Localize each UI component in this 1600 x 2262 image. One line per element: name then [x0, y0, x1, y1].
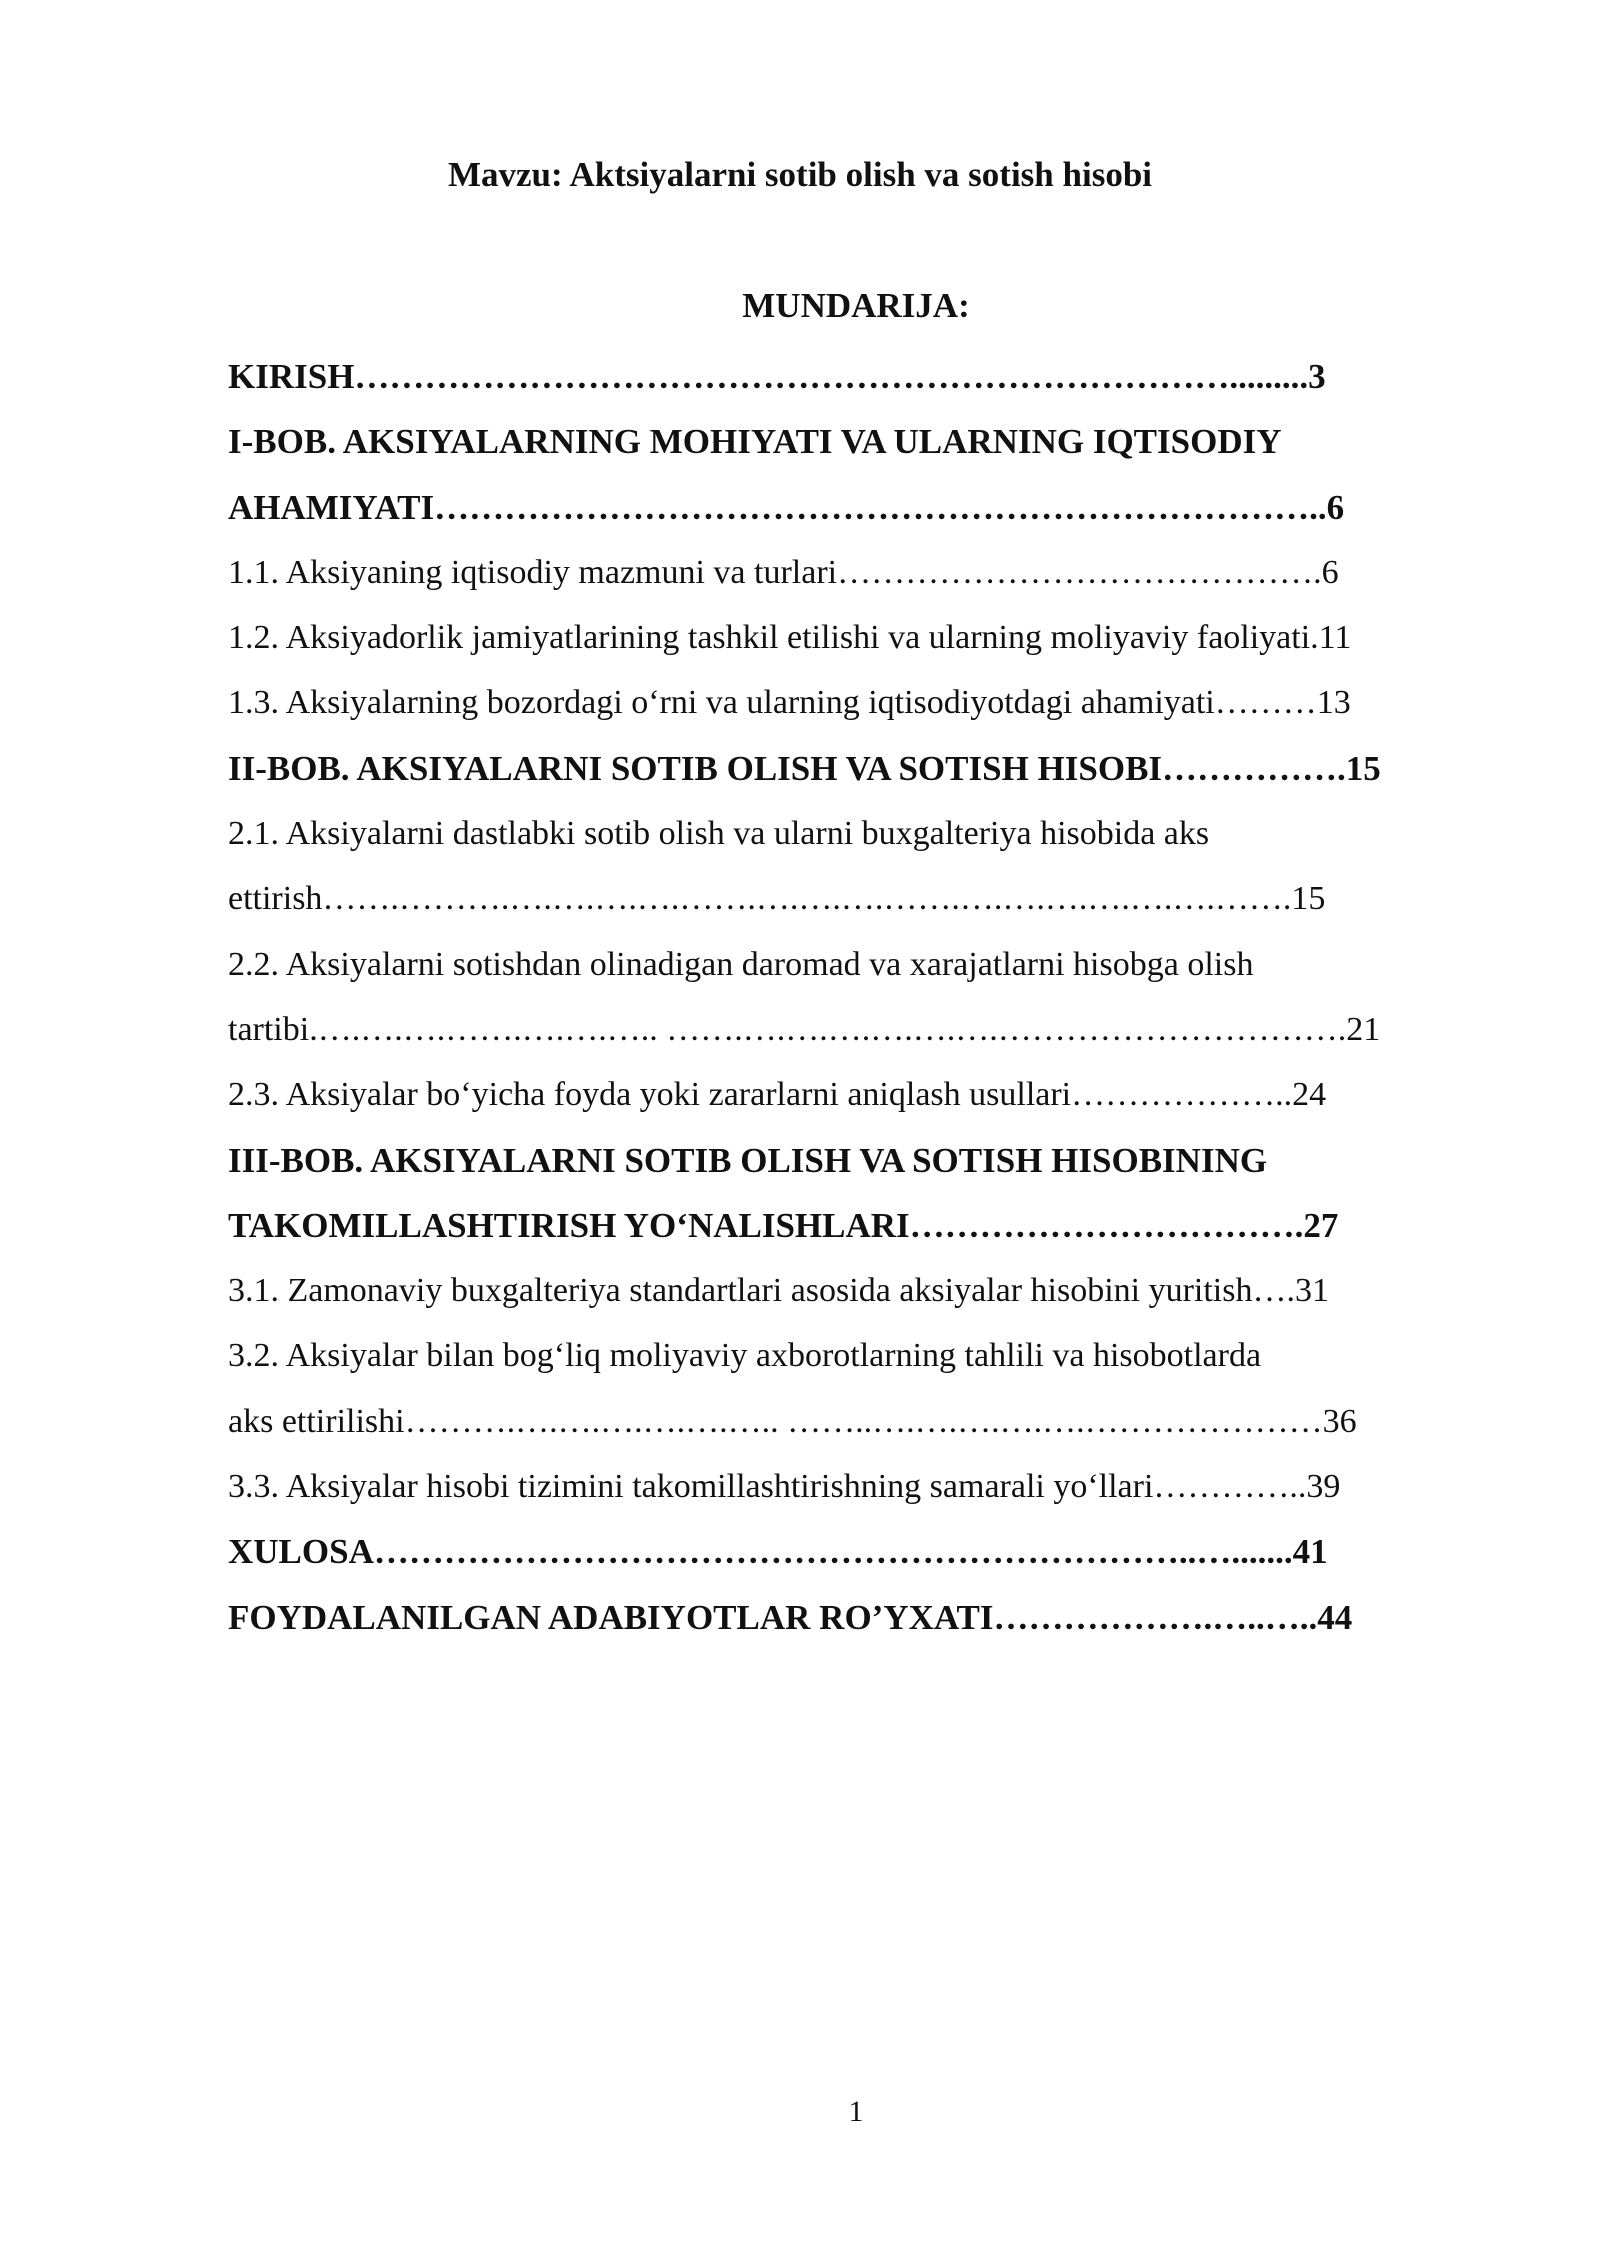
toc-entry-section-2-2-cont: tartibi.….….….…….….….….. …….….….….….….….………………………….21 — [228, 1010, 1381, 1048]
toc-entry-chapter-3-title-cont: TAKOMILLASHTIRISH YO‘NALISHLARI…………………………….27 — [228, 1205, 1339, 1245]
toc-heading: MUNDARIJA: — [742, 286, 970, 325]
toc-entry-conclusion: XULOSA……………………………………………………………..….......41 — [228, 1532, 1328, 1572]
toc-entry-section-2-2: 2.2. Aksiyalarni sotishdan olinadigan daromad va xarajatlarni hisobga olish — [228, 945, 1254, 983]
toc-entry-section-2-1: 2.1. Aksiyalarni dastlabki sotib olish va ularni buxgalteriya hisobida aks — [228, 815, 1210, 853]
toc-entry-chapter-3-title: III-BOB. AKSIYALARNI SOTIB OLISH VA SOTISH HISOBINING — [228, 1140, 1268, 1180]
toc-entry-chapter-1-title-cont: AHAMIYATI…………………………………………………………………..6 — [228, 487, 1345, 527]
toc-entry-chapter-2-title: II-BOB. AKSIYALARNI SOTIB OLISH VA SOTISH HISOBI…………….15 — [228, 748, 1381, 788]
toc-entry-section-3-2-cont: aks ettirilishi……….….….….….….….. ……..….….….….….…………………36 — [228, 1402, 1357, 1440]
table-of-contents — [228, 344, 1528, 1650]
toc-entry-section-3-1: 3.1. Zamonaviy buxgalteriya standartlari asosida aksiyalar hisobini yuritish….31 — [228, 1272, 1329, 1310]
toc-entry-section-1-3: 1.3. Aksiyalarning bozordagi o‘rni va ularning iqtisodiyotdagi ahamiyati………13 — [228, 684, 1351, 722]
toc-entry-bibliography: FOYDALANILGAN ADABIYOTLAR RO’YXATI……………….…..…..44 — [228, 1597, 1353, 1637]
toc-entry-introduction: KIRISH………………………………………………………………….........3 — [228, 357, 1326, 396]
toc-entry-section-3-2: 3.2. Aksiyalar bilan bog‘liq moliyaviy axborotlarning tahlili va hisobotlarda — [228, 1337, 1262, 1375]
document-topic: Mavzu: Aktsiyalarni sotib olish va sotish hisobi — [447, 155, 1153, 194]
toc-entry-section-2-1-cont: ettirish…….……….….….….….…….….….….…….….….….….….….…….15 — [228, 880, 1326, 918]
toc-entry-section-3-3: 3.3. Aksiyalar hisobi tizimini takomillashtirishning samarali yo‘llari…………..39 — [228, 1468, 1341, 1506]
toc-entry-section-1-2: 1.2. Aksiyadorlik jamiyatlarining tashkil etilishi va ularning moliyaviy faoliyati.11 — [228, 619, 1352, 657]
page-number: 1 — [848, 2095, 864, 2128]
toc-entry-section-1-1: 1.1. Aksiyaning iqtisodiy mazmuni va turlari…………………………………….6 — [228, 553, 1339, 591]
toc-entry-section-2-3: 2.3. Aksiyalar bo‘yicha foyda yoki zararlarni aniqlash usullari………………..24 — [228, 1076, 1327, 1114]
toc-entry-chapter-1-title: I-BOB. AKSIYALARNING MOHIYATI VA ULARNING IQTISODIY — [228, 422, 1282, 462]
